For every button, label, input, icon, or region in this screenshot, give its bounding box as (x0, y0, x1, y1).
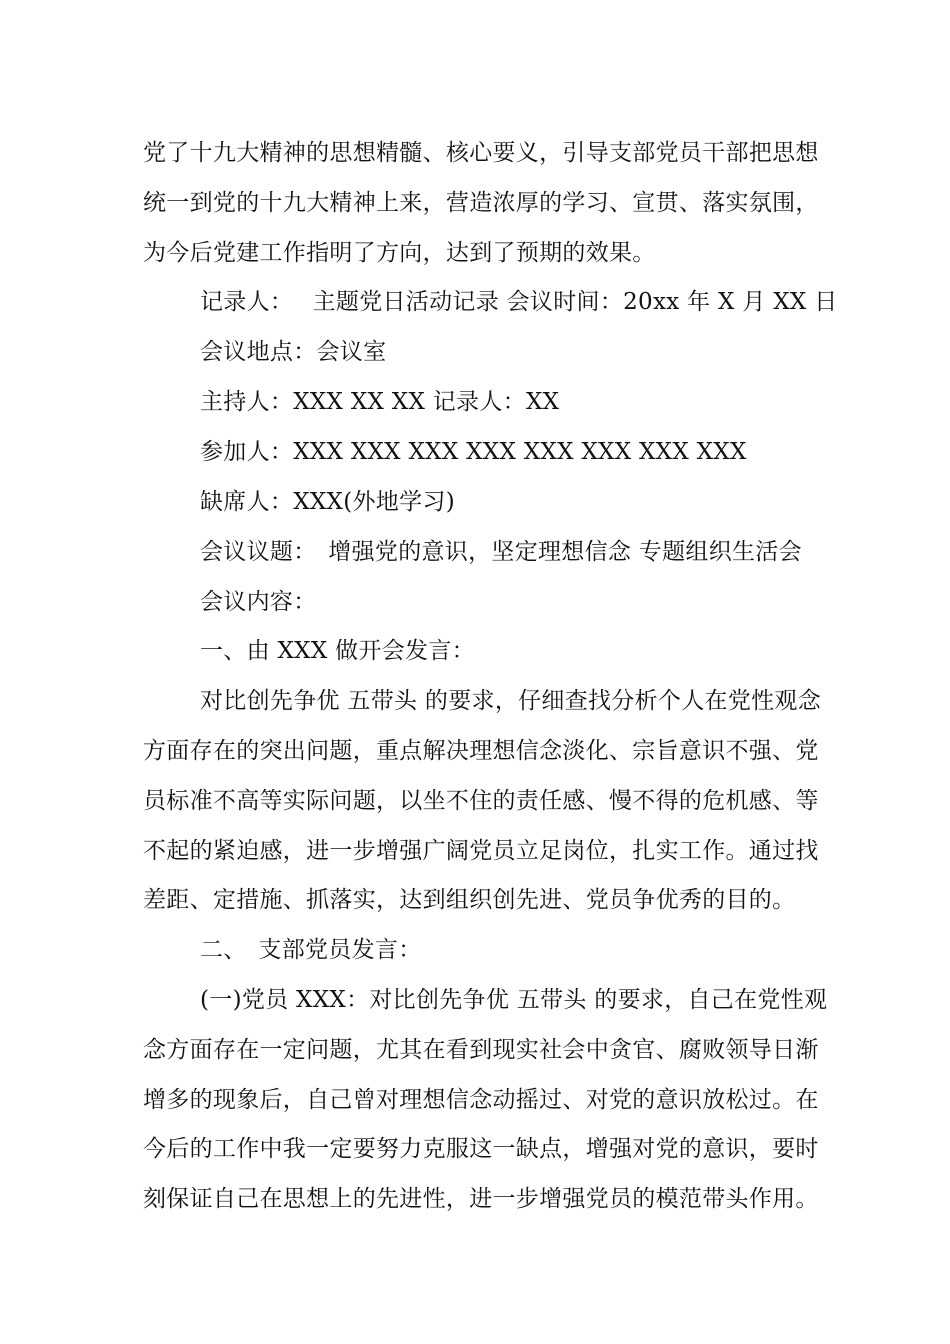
meeting-topic-line: 会议议题： 增强党的意识，坚定理想信念 专题组织生活会 (200, 539, 802, 565)
paragraph-line: 差距、定措施、抓落实，达到组织创先进、党员争优秀的目的。 (143, 887, 796, 913)
paragraph-line: 增多的现象后，自己曾对理想信念动摇过、对党的意识放松过。在 (143, 1087, 819, 1113)
paragraph-line: 今后的工作中我一定要努力克服这一缺点，增强对党的意识，要时 (143, 1136, 819, 1162)
paragraph-line: 统一到党的十九大精神上来，营造浓厚的学习、宣贯、落实氛围， (143, 190, 819, 216)
attendees-line: 参加人：XXX XXX XXX XXX XXX XXX XXX XXX (200, 439, 747, 465)
paragraph-line: 刻保证自己在思想上的先进性，进一步增强党员的模范带头作用。 (143, 1186, 819, 1212)
paragraph-line: 方面存在的突出问题，重点解决理想信念淡化、宗旨意识不强、党 (143, 738, 819, 764)
paragraph-line: (一)党员 XXX：对比创先争优 五带头 的要求，自己在党性观 (200, 987, 828, 1013)
host-line: 主持人：XXX XX XX 记录人：XX (200, 389, 560, 415)
paragraph-line: 为今后党建工作指明了方向，达到了预期的效果。 (143, 240, 656, 266)
paragraph-line: 念方面存在一定问题，尤其在看到现实社会中贪官、腐败领导日渐 (143, 1037, 819, 1063)
paragraph-line: 员标准不高等实际问题，以坐不住的责任感、慢不得的危机感、等 (143, 788, 819, 814)
recorder-line: 记录人： 主题党日活动记录 会议时间：20xx 年 X 月 XX 日 (200, 289, 838, 315)
meeting-location-line: 会议地点：会议室 (200, 339, 387, 365)
paragraph-line: 不起的紧迫感，进一步增强广阔党员立足岗位，扎实工作。通过找 (143, 838, 819, 864)
absentees-line: 缺席人：XXX(外地学习) (200, 489, 455, 515)
meeting-content-heading: 会议内容： (200, 589, 317, 615)
paragraph-line: 党了十九大精神的思想精髓、核心要义，引导支部党员干部把思想 (143, 140, 819, 166)
paragraph-line: 对比创先争优 五带头 的要求，仔细查找分析个人在党性观念 (200, 688, 822, 714)
section-one-heading: 一、由 XXX 做开会发言： (200, 638, 475, 664)
section-two-heading: 二、 支部党员发言： (200, 937, 422, 963)
